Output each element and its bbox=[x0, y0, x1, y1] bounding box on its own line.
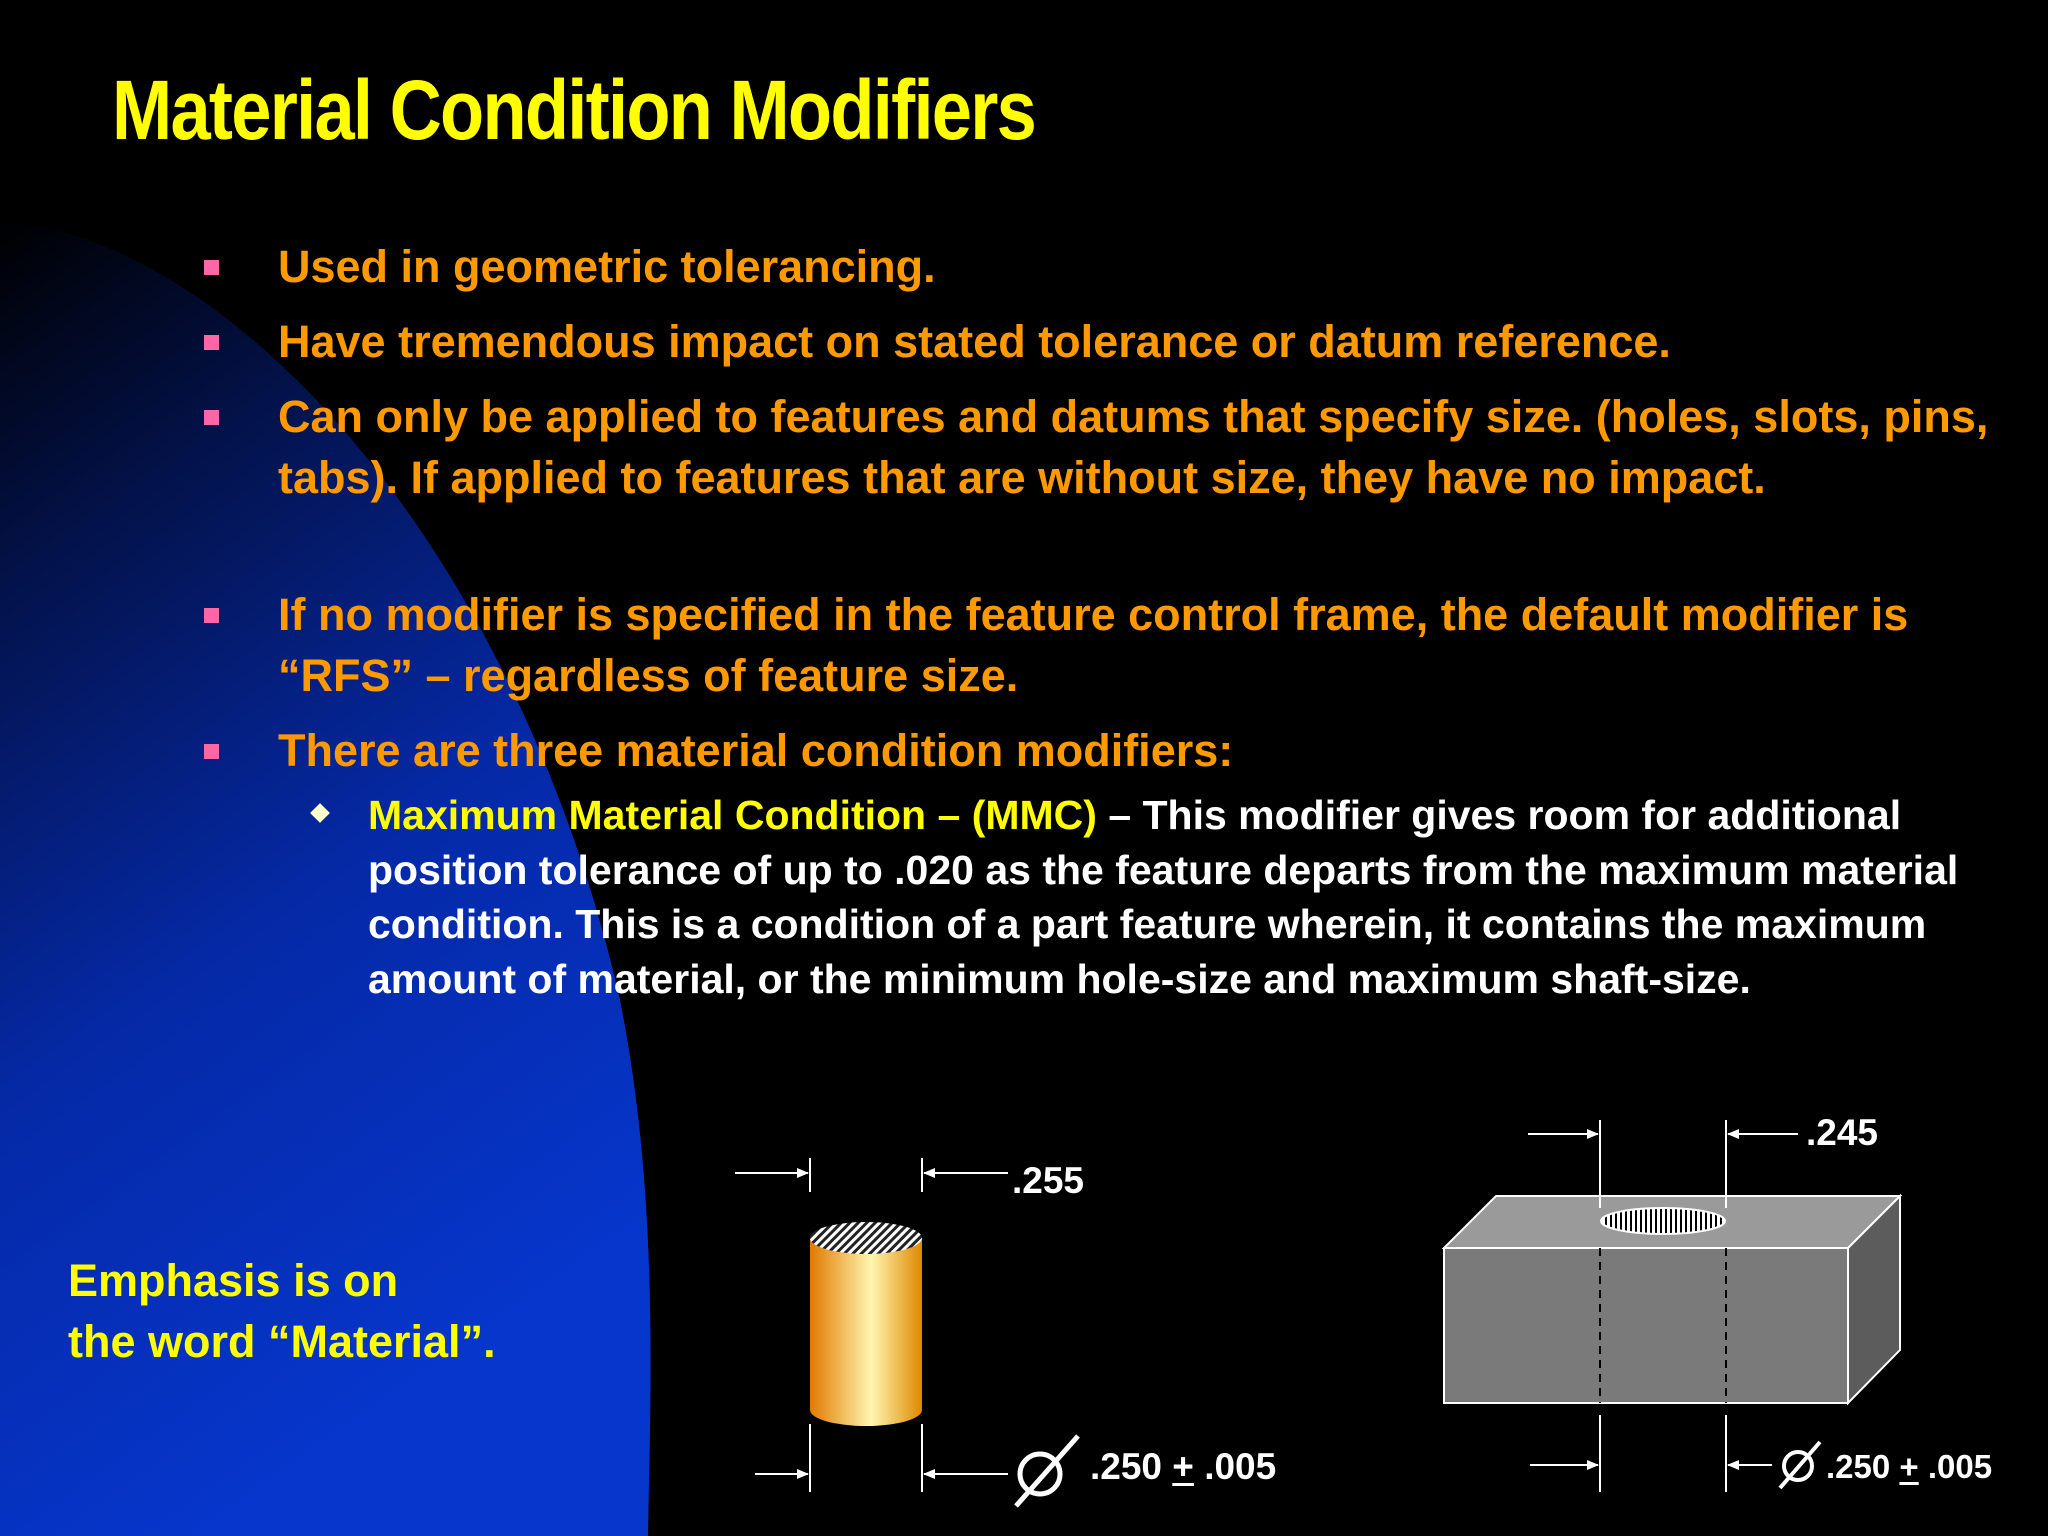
tolerance-value: .005 bbox=[1927, 1448, 1993, 1485]
sub-bullet-text: – This modifier gives room for additional position tolerance of up to .020 as the feature departs from the maximum material condition. This is a condition of a part feature wherein, it contains the maximum amount of material, or the minimum hole-size and maximum shaft-size. bbox=[368, 792, 1959, 1002]
emphasis-line: the word “Material”. bbox=[68, 1316, 496, 1367]
pin-figure bbox=[735, 1158, 1078, 1506]
dimension-value: .250 bbox=[1090, 1446, 1163, 1487]
slide-title: Material Condition Modifiers bbox=[112, 63, 1036, 157]
bullet-text: Used in geometric tolerancing. bbox=[278, 241, 936, 292]
block-top-dimension: .245 bbox=[1806, 1112, 1879, 1153]
diameter-symbol-icon bbox=[1016, 1436, 1078, 1506]
pin-bottom-dimension bbox=[1090, 1446, 1276, 1488]
plus-minus-sign: + bbox=[1172, 1446, 1194, 1487]
plus-minus-sign: + bbox=[1899, 1448, 1919, 1485]
bullet-text: Have tremendous impact on stated tolerance or datum reference. bbox=[278, 316, 1671, 367]
diameter-symbol-icon bbox=[1780, 1442, 1820, 1488]
bullet-text: There are three material condition modifiers: bbox=[278, 725, 1234, 776]
block-bottom-dimension bbox=[1826, 1448, 1992, 1486]
emphasis-line: Emphasis is on bbox=[68, 1255, 399, 1306]
bullet-text: If no modifier is specified in the feature control frame, the default modifier is “RFS” – regardless of feature size. bbox=[278, 589, 1909, 701]
dimension-value: .250 bbox=[1826, 1448, 1891, 1485]
tolerance-value: .005 bbox=[1204, 1446, 1277, 1487]
block-figure bbox=[1444, 1120, 1900, 1492]
pin-top-dimension: .255 bbox=[1012, 1160, 1085, 1201]
bullet-text: Can only be applied to features and datums that specify size. (holes, slots, pins, tabs). If applied to features that are without size, they have no impact. bbox=[278, 391, 1989, 503]
sub-bullet-highlight: Maximum Material Condition – (MMC) bbox=[368, 792, 1097, 838]
